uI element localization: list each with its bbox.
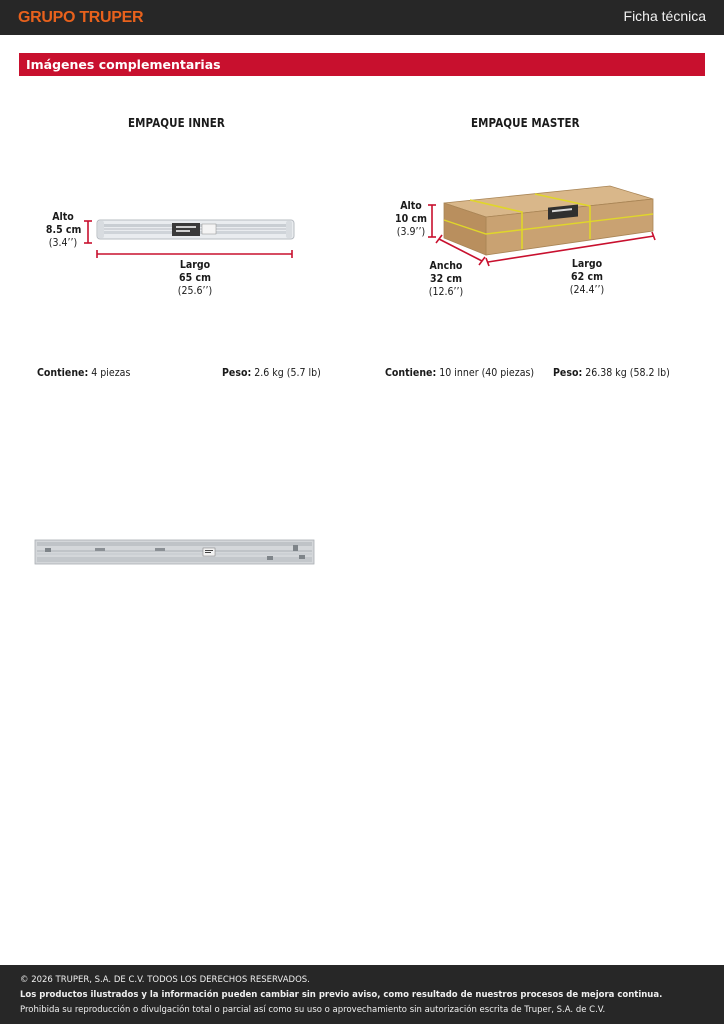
footer — [0, 965, 724, 1024]
top-bar — [0, 0, 724, 35]
inner-height-label: Alto 8.5 cm (3.4’’) — [45, 211, 82, 249]
section-title: Imágenes complementarias — [26, 57, 221, 72]
section-header — [19, 53, 705, 76]
footer-prohibition: Prohibida su reproducción o divulgación total o parcial así como su uso o aprovechamiento sin autorización escrita de Truper, S.A. de C.V. — [20, 1005, 606, 1015]
inner-package-title: EMPAQUE INNER — [128, 116, 225, 130]
master-length-label: Largo 62 cm (24.4’’) — [569, 258, 605, 296]
inner-weight: Peso: 2.6 kg (5.7 lb) — [222, 367, 321, 379]
master-height-label: Alto 10 cm (3.9’’) — [395, 200, 427, 238]
inner-contents: Contiene: 4 piezas — [37, 367, 131, 379]
inner-package-image — [96, 217, 296, 243]
inner-height-dimension-line — [82, 220, 94, 244]
master-weight: Peso: 26.38 kg (58.2 lb) — [553, 367, 670, 379]
footer-copyright: © 2026 TRUPER, S.A. DE C.V. TODOS LOS DERECHOS RESERVADOS. — [20, 975, 310, 985]
master-contents: Contiene: 10 inner (40 piezas) — [385, 367, 535, 379]
inner-length-label: Largo 65 cm (25.6’’) — [177, 259, 213, 297]
master-width-label: Ancho 32 cm (12.6’’) — [428, 260, 464, 298]
document-type-label: Ficha técnica — [623, 8, 706, 24]
drawer-slide-product-image — [35, 539, 315, 565]
truper-logo: GRUPO TRUPER — [18, 9, 144, 26]
master-package-title: EMPAQUE MASTER — [471, 116, 580, 130]
footer-notice: Los productos ilustrados y la información pueden cambiar sin previo aviso, como resultado de nuestros procesos de mejora continua. — [20, 990, 663, 1000]
